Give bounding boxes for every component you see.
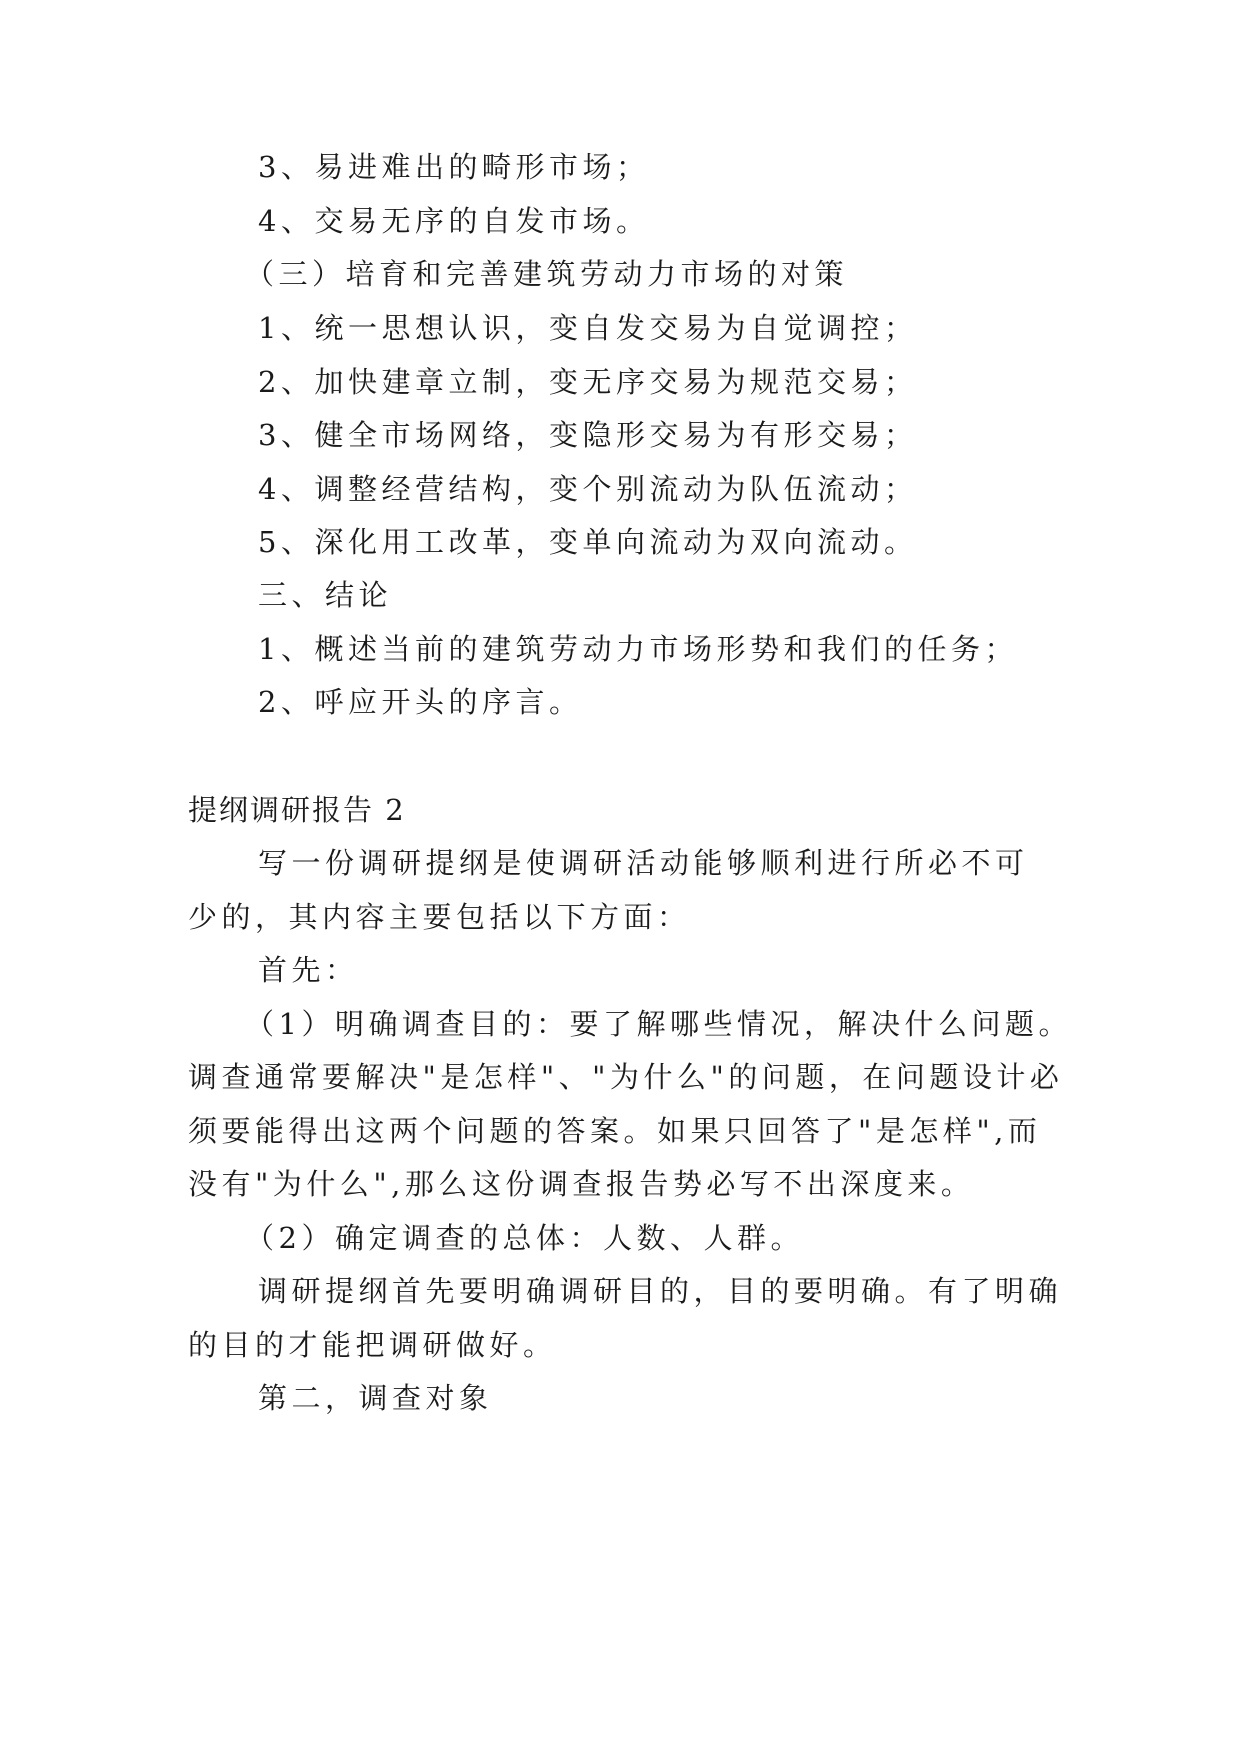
section-heading: （三）培育和完善建筑劳动力市场的对策: [245, 257, 849, 291]
paragraph-line: 调查通常要解决"是怎样"、"为什么"的问题，在问题设计必: [188, 1060, 1064, 1094]
paragraph-line: 没有"为什么",那么这份调查报告势必写不出深度来。: [188, 1167, 975, 1201]
paragraph-line: 调研提纲首先要明确调研目的，目的要明确。有了明确: [258, 1274, 1063, 1308]
paragraph-line: （2）确定调查的总体：人数、人群。: [245, 1221, 804, 1255]
text-line: 4、调整经营结构，变个别流动为队伍流动；: [258, 472, 918, 506]
text-line: 5、深化用工改革，变单向流动为双向流动。: [258, 525, 918, 559]
text-line: 3、易进难出的畸形市场；: [258, 150, 650, 184]
text-line: 1、概述当前的建筑劳动力市场形势和我们的任务；: [258, 632, 1018, 666]
text-line: 3、健全市场网络，变隐形交易为有形交易；: [258, 418, 918, 452]
document-title: 提纲调研报告 2: [188, 793, 406, 827]
paragraph-line: 须要能得出这两个问题的答案。如果只回答了"是怎样",而: [188, 1114, 1042, 1148]
text-line: 1、统一思想认识，变自发交易为自觉调控；: [258, 311, 918, 345]
paragraph-line: 少的，其内容主要包括以下方面：: [188, 900, 691, 934]
paragraph-line: 首先：: [258, 953, 359, 987]
section-heading: 三、结论: [258, 578, 393, 612]
paragraph-line: 的目的才能把调研做好。: [188, 1328, 557, 1362]
text-line: 4、交易无序的自发市场。: [258, 204, 650, 238]
paragraph-line: 第二，调查对象: [258, 1381, 493, 1415]
paragraph-line: 写一份调研提纲是使调研活动能够顺利进行所必不可: [258, 846, 1029, 880]
paragraph-line: （1）明确调查目的：要了解哪些情况，解决什么问题。: [245, 1007, 1072, 1041]
text-line: 2、呼应开头的序言。: [258, 685, 583, 719]
text-line: 2、加快建章立制，变无序交易为规范交易；: [258, 365, 918, 399]
